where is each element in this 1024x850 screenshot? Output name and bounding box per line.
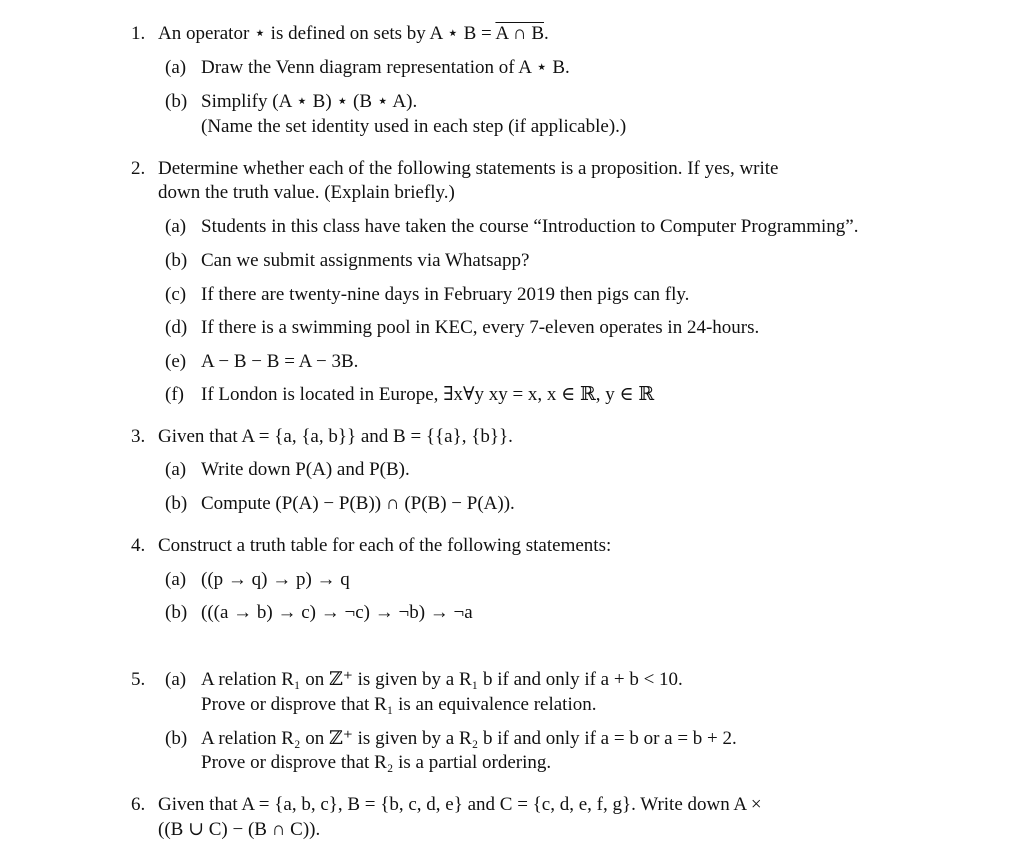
q3b-text: Compute (P(A) − P(B)) ∩ (P(B) − P(A)). bbox=[201, 493, 515, 514]
q2-stem-line1: Determine whether each of the following statements is a proposition. If yes, write bbox=[158, 158, 779, 179]
q1-number: 1. bbox=[131, 23, 146, 44]
q3-number: 3. bbox=[131, 426, 146, 447]
q2a-label: (a) bbox=[165, 216, 187, 237]
q1b-text: Simplify (A ⋆ B) ⋆ (B ⋆ A). bbox=[201, 91, 418, 112]
q2d-text: If there is a swimming pool in KEC, every 7-eleven operates in 24-hours. bbox=[201, 317, 760, 338]
q5b-text: A relation R₂ on ℤ⁺ is given by a R₂ b if and only if a = b or a = b + 2. bbox=[201, 728, 737, 749]
q1b-label: (b) bbox=[165, 91, 188, 112]
q2f-text: If London is located in Europe, ∃x∀y xy = x, x ∈ ℝ, y ∈ ℝ bbox=[201, 384, 655, 405]
q4a-label: (a) bbox=[165, 569, 187, 590]
q4-stem: Construct a truth table for each of the following statements: bbox=[158, 535, 612, 556]
q2e-label: (e) bbox=[165, 351, 187, 372]
q2e-text: A − B − B = A − 3B. bbox=[201, 351, 359, 372]
q5-number: 5. bbox=[131, 669, 146, 690]
q1-stem bbox=[158, 22, 549, 46]
q1a-text: Draw the Venn diagram representation of A ⋆ B. bbox=[201, 57, 570, 78]
q4b-label: (b) bbox=[165, 602, 188, 623]
q4-number: 4. bbox=[131, 535, 146, 556]
q2a-text: Students in this class have taken the course “Introduction to Computer Programming”. bbox=[201, 216, 859, 237]
q1b-note: (Name the set identity used in each step (if applicable).) bbox=[201, 116, 627, 137]
q2-number: 2. bbox=[131, 158, 146, 179]
q4b-text: (((a → b) → c) → ¬c) → ¬b) → ¬a bbox=[201, 602, 473, 623]
q3a-label: (a) bbox=[165, 459, 187, 480]
q3-stem: Given that A = {a, {a, b}} and B = {{a}, {b}}. bbox=[158, 426, 513, 447]
q5a-label: (a) bbox=[165, 669, 187, 690]
q1-stem-text: An operator ⋆ is defined on sets by A ⋆ B = bbox=[158, 23, 496, 44]
q6-stem-line2: ((B ∪ C) − (B ∩ C)). bbox=[158, 819, 321, 840]
q5b-label: (b) bbox=[165, 728, 188, 749]
q2-stem-line2: down the truth value. (Explain briefly.) bbox=[158, 182, 455, 203]
q3b-label: (b) bbox=[165, 493, 188, 514]
q1-stem-overline: A ∩ B bbox=[495, 23, 544, 44]
q1a-label: (a) bbox=[165, 57, 187, 78]
q2d-label: (d) bbox=[165, 317, 188, 338]
q5b-note: Prove or disprove that R₂ is a partial ordering. bbox=[201, 752, 552, 773]
q1-stem-end: . bbox=[544, 23, 549, 44]
q2c-text: If there are twenty-nine days in February 2019 then pigs can fly. bbox=[201, 284, 690, 305]
q2b-text: Can we submit assignments via Whatsapp? bbox=[201, 250, 530, 271]
q3a-text: Write down P(A) and P(B). bbox=[201, 459, 410, 480]
q2f-label: (f) bbox=[165, 384, 184, 405]
q2b-label: (b) bbox=[165, 250, 188, 271]
q4a-text: ((p → q) → p) → q bbox=[201, 569, 350, 590]
q5a-note: Prove or disprove that R₁ is an equivalence relation. bbox=[201, 694, 597, 715]
q6-stem-line1: Given that A = {a, b, c}, B = {b, c, d, e} and C = {c, d, e, f, g}. Write down A × bbox=[158, 794, 762, 815]
q6-number: 6. bbox=[131, 794, 146, 815]
q2c-label: (c) bbox=[165, 284, 187, 305]
q5a-text: A relation R₁ on ℤ⁺ is given by a R₁ b if and only if a + b < 10. bbox=[201, 669, 683, 690]
